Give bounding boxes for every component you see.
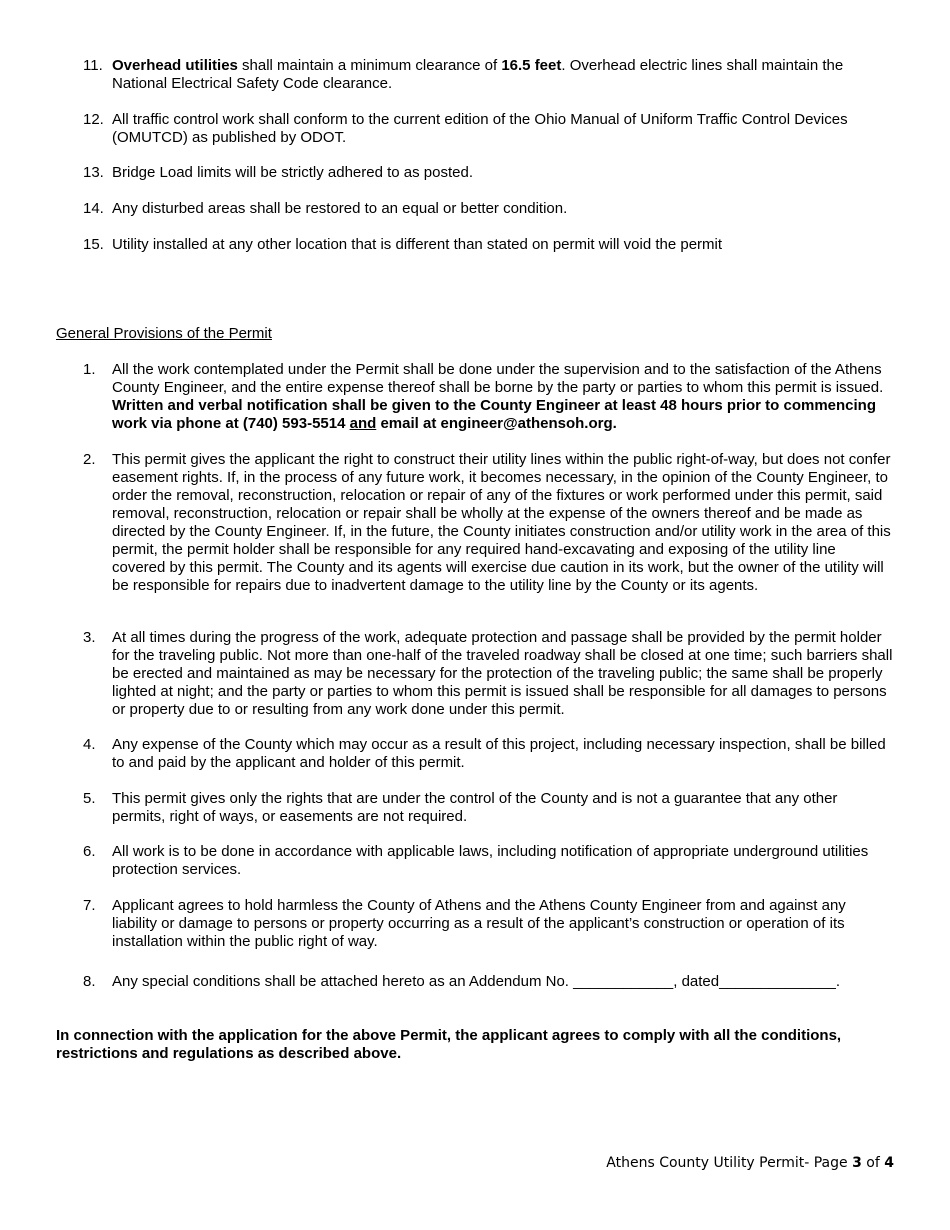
list-number: 1. — [83, 361, 96, 378]
list-text: All traffic control work shall conform to the current edition of the Ohio Manual of Uniform Traffic Control Devices (OMUTCD) as published by ODOT. — [112, 111, 848, 146]
list-number: 12. — [83, 111, 104, 128]
provision-5 — [83, 790, 893, 826]
list-text: This permit gives only the rights that are under the control of the County and is not a guarantee that any other permits, right of ways, or easements are not required. — [112, 790, 838, 825]
text-run: . Overhead electric lines shall maintain the National Electrical Safety Code clearance. — [112, 57, 844, 92]
bold-term: 16.5 feet — [501, 57, 562, 74]
provision-7 — [83, 897, 893, 951]
list-number: 6. — [83, 843, 96, 860]
list-text: Any special conditions shall be attached hereto as an Addendum No. ____________, dated______________. — [112, 973, 841, 990]
list-number: 5. — [83, 790, 96, 807]
bold-term: Overhead utilities — [112, 57, 238, 74]
text-run: shall maintain a minimum clearance of — [237, 57, 502, 74]
list-text: All work is to be done in accordance with applicable laws, including notification of appropriate underground utilities protection services. — [112, 843, 869, 878]
page-number: 3 — [852, 1155, 862, 1171]
closing-statement: In connection with the application for the above Permit, the applicant agrees to comply with all the conditions, restrictions and regulations as described above. — [56, 1027, 842, 1062]
provision-3 — [83, 629, 893, 719]
underlined-and: and — [349, 415, 377, 432]
list-text: Any expense of the County which may occur as a result of this project, including necessary inspection, shall be billed to and paid by the applicant and holder of this permit. — [112, 736, 886, 771]
footer-text: of — [861, 1155, 885, 1171]
condition-14 — [83, 200, 893, 218]
list-text — [112, 57, 893, 93]
provision-4 — [83, 736, 893, 772]
bold-notice: Written and verbal notification shall be given to the County Engineer at least 48 hours prior to commencing work via phone at (740) 593-5514 — [112, 397, 877, 432]
list-text: Any disturbed areas shall be restored to an equal or better condition. — [112, 200, 568, 217]
provision-1 — [83, 361, 893, 433]
list-text: Utility installed at any other location that is different than stated on permit will void the permit — [112, 236, 723, 253]
page-total: 4 — [884, 1155, 894, 1171]
list-number: 11. — [83, 57, 103, 74]
list-text: This permit gives the applicant the right to construct their utility lines within the public right-of-way, but does not confer easement rights. If, in the process of any future work, it becomes necessary, in the opinion of the County Engineer, to order the removal, reconstruction, relocation or repair of any of the fixtures or work performed under this permit, said removal, reconstruction, relocation or repair shall be wholly at the expense of the owners thereof and be made as directed by the County Engineer. If, in the future, the County initiates construction and/or utility work in the area of this permit, the permit holder shall be responsible for any required hand-excavating and exposing of the utility line covered by this permit. The County and its agents will exercise due caution in its work, but the owner of the utility will be responsible for repairs due to inadvertent damage to the utility line by the County or its agents. — [112, 451, 891, 594]
list-number: 7. — [83, 897, 96, 914]
list-text: At all times during the progress of the work, adequate protection and passage shall be provided by the permit holder for the traveling public. Not more than one-half of the traveled roadway shall be closed at one time; such barriers shall be erected and maintained as may be necessary for the protection of the traveling public; the same shall be properly lighted at night; and the party or parties to whom this permit is issued shall be responsible for all damages to persons or property due to or resulting from any work done under this permit. — [112, 629, 893, 718]
list-number: 4. — [83, 736, 96, 753]
list-number: 3. — [83, 629, 96, 646]
footer-text: Athens County Utility Permit- Page — [606, 1155, 853, 1171]
list-number: 13. — [83, 164, 104, 181]
page-footer — [606, 1154, 894, 1172]
list-text: Applicant agrees to hold harmless the County of Athens and the Athens County Engineer from and against any liability or damage to persons or property occurring as a result of the applicant’s construction or operation of its installation within the public right of way. — [112, 897, 846, 950]
condition-15 — [83, 236, 893, 254]
list-number: 15. — [83, 236, 104, 253]
list-number: 2. — [83, 451, 96, 468]
list-number: 8. — [83, 973, 96, 990]
provision-8 — [83, 973, 893, 991]
condition-13 — [83, 164, 893, 182]
condition-11 — [83, 57, 893, 93]
list-text — [112, 361, 893, 433]
text-run: All the work contemplated under the Permit shall be done under the supervision and to the satisfaction of the Athens County Engineer, and the entire expense thereof shall be borne by the party or parties to whom this permit is issued. — [112, 361, 884, 396]
section-heading: General Provisions of the Permit — [56, 325, 272, 342]
list-text: Bridge Load limits will be strictly adhered to as posted. — [112, 164, 474, 181]
list-number: 14. — [83, 200, 104, 217]
provision-2 — [83, 451, 893, 595]
condition-12 — [83, 111, 893, 147]
bold-notice: email at engineer@athensoh.org. — [376, 415, 617, 432]
provision-6 — [83, 843, 893, 879]
